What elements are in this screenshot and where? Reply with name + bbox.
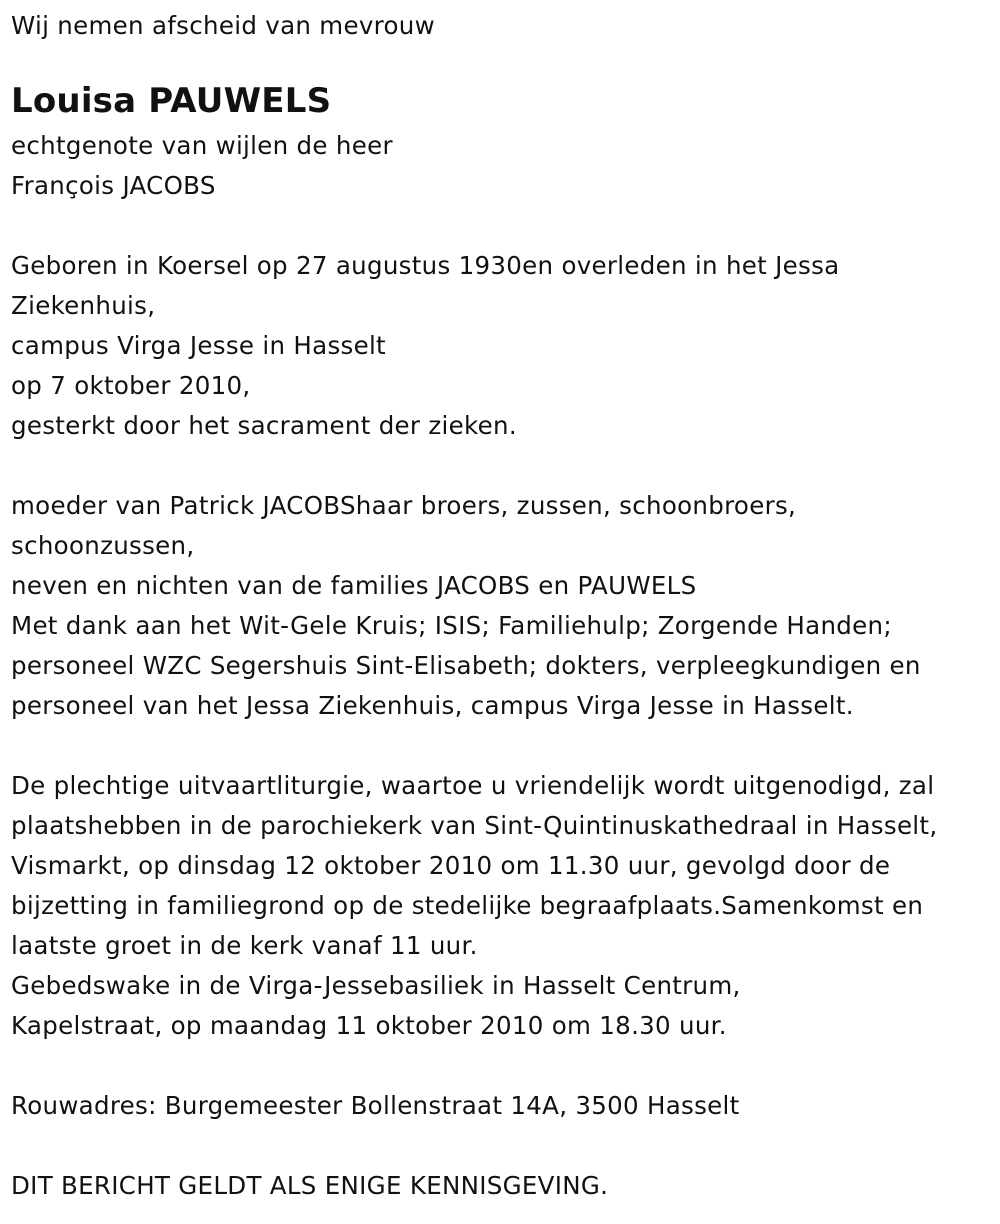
family-thanks-line: personeel WZC Segershuis Sint-Elisabeth; dokters, verpleegkundigen en: [11, 651, 921, 680]
family-thanks-line: personeel van het Jessa Ziekenhuis, campus Virga Jesse in Hasselt.: [11, 691, 854, 720]
birth-death-line: campus Virga Jesse in Hasselt: [11, 331, 386, 360]
funeral-line: plaatshebben in de parochiekerk van Sint-Quintinuskathedraal in Hasselt,: [11, 811, 938, 840]
family-thanks-line: schoonzussen,: [11, 531, 195, 560]
spouse-line: François JACOBS: [11, 171, 216, 200]
spacer: [11, 206, 996, 246]
birth-death-line: gesterkt door het sacrament der zieken.: [11, 411, 517, 440]
spacer: [11, 726, 996, 766]
spacer: [11, 1046, 996, 1086]
funeral-line: Vismarkt, op dinsdag 12 oktober 2010 om 11.30 uur, gevolgd door de: [11, 851, 891, 880]
intro-line: Wij nemen afscheid van mevrouw: [11, 11, 435, 40]
deceased-name: Louisa PAUWELS: [11, 81, 332, 121]
spacer: [11, 46, 996, 74]
spouse-line: echtgenote van wijlen de heer: [11, 131, 393, 160]
closing-line: DIT BERICHT GELDT ALS ENIGE KENNISGEVING.: [11, 1171, 609, 1200]
funeral-line: De plechtige uitvaartliturgie, waartoe u vriendelijk wordt uitgenodigd, zal: [11, 771, 935, 800]
family-thanks-line: moeder van Patrick JACOBShaar broers, zussen, schoonbroers,: [11, 491, 797, 520]
birth-death-line: Geboren in Koersel op 27 augustus 1930en overleden in het Jessa: [11, 251, 840, 280]
spacer: [11, 1126, 996, 1166]
birth-death-line: op 7 oktober 2010,: [11, 371, 251, 400]
funeral-line: Kapelstraat, op maandag 11 oktober 2010 om 18.30 uur.: [11, 1011, 727, 1040]
address-line: Rouwadres: Burgemeester Bollenstraat 14A, 3500 Hasselt: [11, 1091, 740, 1120]
spacer: [11, 446, 996, 486]
family-thanks-line: Met dank aan het Wit-Gele Kruis; ISIS; Familiehulp; Zorgende Handen;: [11, 611, 892, 640]
funeral-line: Gebedswake in de Virga-Jessebasiliek in Hasselt Centrum,: [11, 971, 741, 1000]
family-thanks-line: neven en nichten van de families JACOBS en PAUWELS: [11, 571, 697, 600]
funeral-line: laatste groet in de kerk vanaf 11 uur.: [11, 931, 478, 960]
birth-death-line: Ziekenhuis,: [11, 291, 156, 320]
funeral-line: bijzetting in familiegrond op de stedelijke begraafplaats.Samenkomst en: [11, 891, 924, 920]
obituary-notice: [11, 6, 996, 1206]
